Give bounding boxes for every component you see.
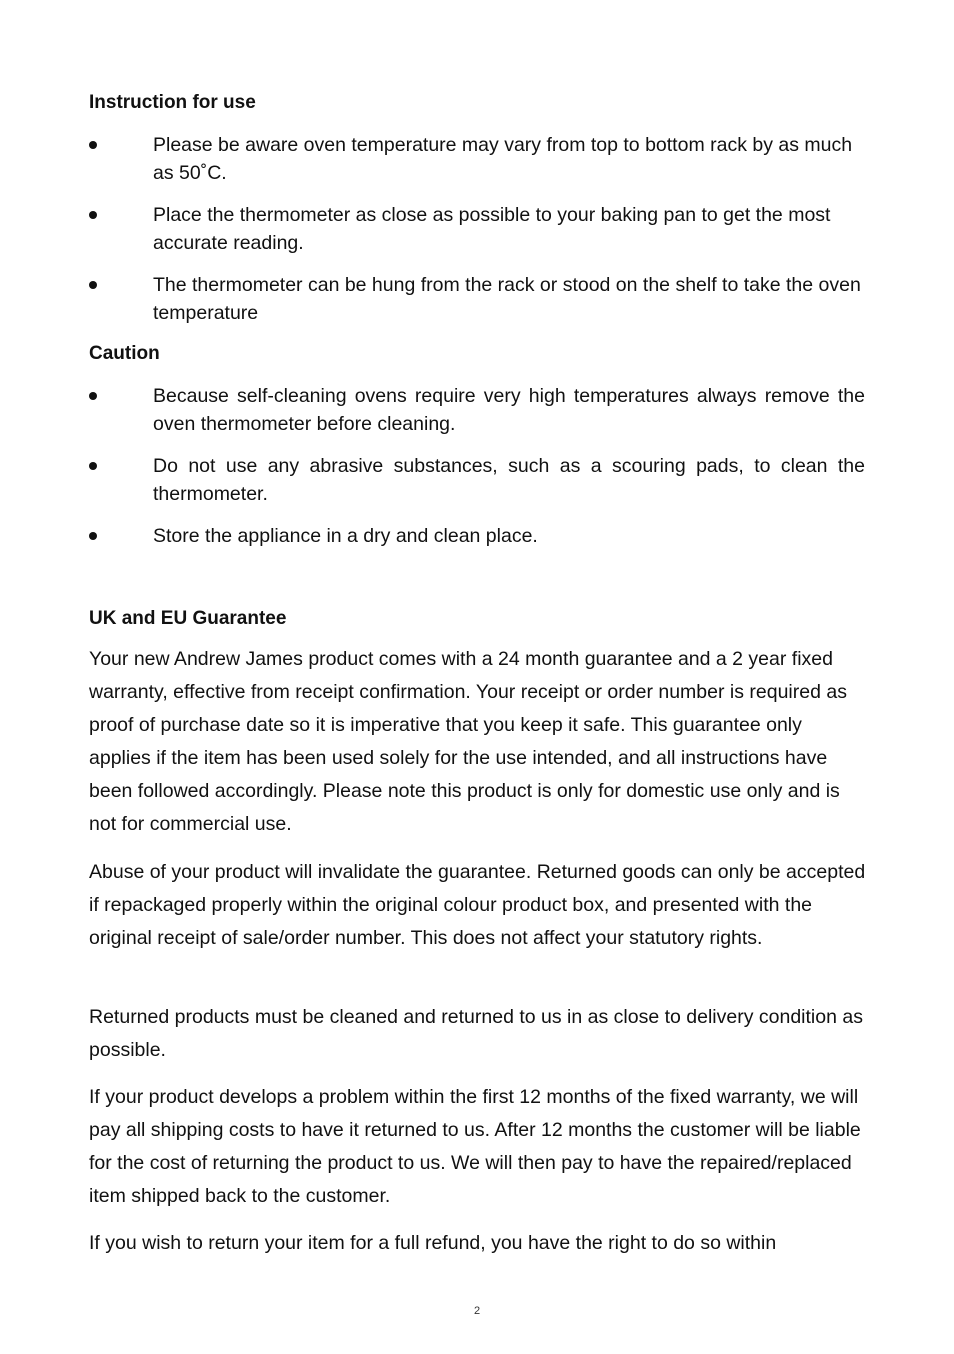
bullet-icon [89,462,97,470]
instruction-item-3 [89,271,865,327]
caution-item-2 [89,452,865,508]
guarantee-paragraph-3: Returned products must be cleaned and returned to us in as close to delivery condition as possible. [89,1006,863,1061]
instruction-item-text: Please be aware oven temperature may vary from top to bottom rack by as much as 50˚C. [153,134,853,184]
bullet-icon [89,281,97,289]
caution-heading: Caution [89,343,160,364]
instruction-item-1 [89,131,865,187]
caution-item-text: Do not use any abrasive substances, such as a scouring pads, to clean the thermometer. [153,455,865,505]
guarantee-paragraph-4: If your product develops a problem within the first 12 months of the fixed warranty, we will pay all shipping costs to have it returned to us. After 12 months the customer will be liable for the cost of returning the product to us. We will then pay to have the repaired/replaced item shipped back to the customer. [89,1086,861,1207]
page-number: 2 [473,1305,481,1317]
bullet-icon [89,532,97,540]
bullet-icon [89,392,97,400]
guarantee-paragraph-1: Your new Andrew James product comes with a 24 month guarantee and a 2 year fixed warranty, effective from receipt confirmation. Your receipt or order number is required as proof of purchase date so it is imperative that you keep it safe. This guarantee only applies if the item has been used solely for the use intended, and all instructions have been followed accordingly. Please note this product is only for domestic use only and is not for commercial use. [89,648,847,835]
instruction-heading: Instruction for use [89,92,256,113]
bullet-icon [89,211,97,219]
guarantee-paragraph-2: Abuse of your product will invalidate the guarantee. Returned goods can only be accepted if repackaged properly within the original colour product box, and presented with the original receipt of sale/order number. This does not affect your statutory rights. [89,861,866,949]
instruction-item-2 [89,201,865,257]
guarantee-paragraph-5: If you wish to return your item for a full refund, you have the right to do so within [89,1232,777,1254]
instruction-item-text: The thermometer can be hung from the rack or stood on the shelf to take the oven temperature [153,274,861,324]
caution-item-3 [89,522,865,550]
guarantee-heading: UK and EU Guarantee [89,608,287,629]
instruction-item-text: Place the thermometer as close as possible to your baking pan to get the most accurate reading. [153,204,831,254]
caution-item-text: Because self-cleaning ovens require very high temperatures always remove the oven thermometer before cleaning. [153,385,865,435]
caution-item-text: Store the appliance in a dry and clean place. [153,525,538,547]
bullet-icon [89,141,97,149]
caution-item-1 [89,382,865,438]
